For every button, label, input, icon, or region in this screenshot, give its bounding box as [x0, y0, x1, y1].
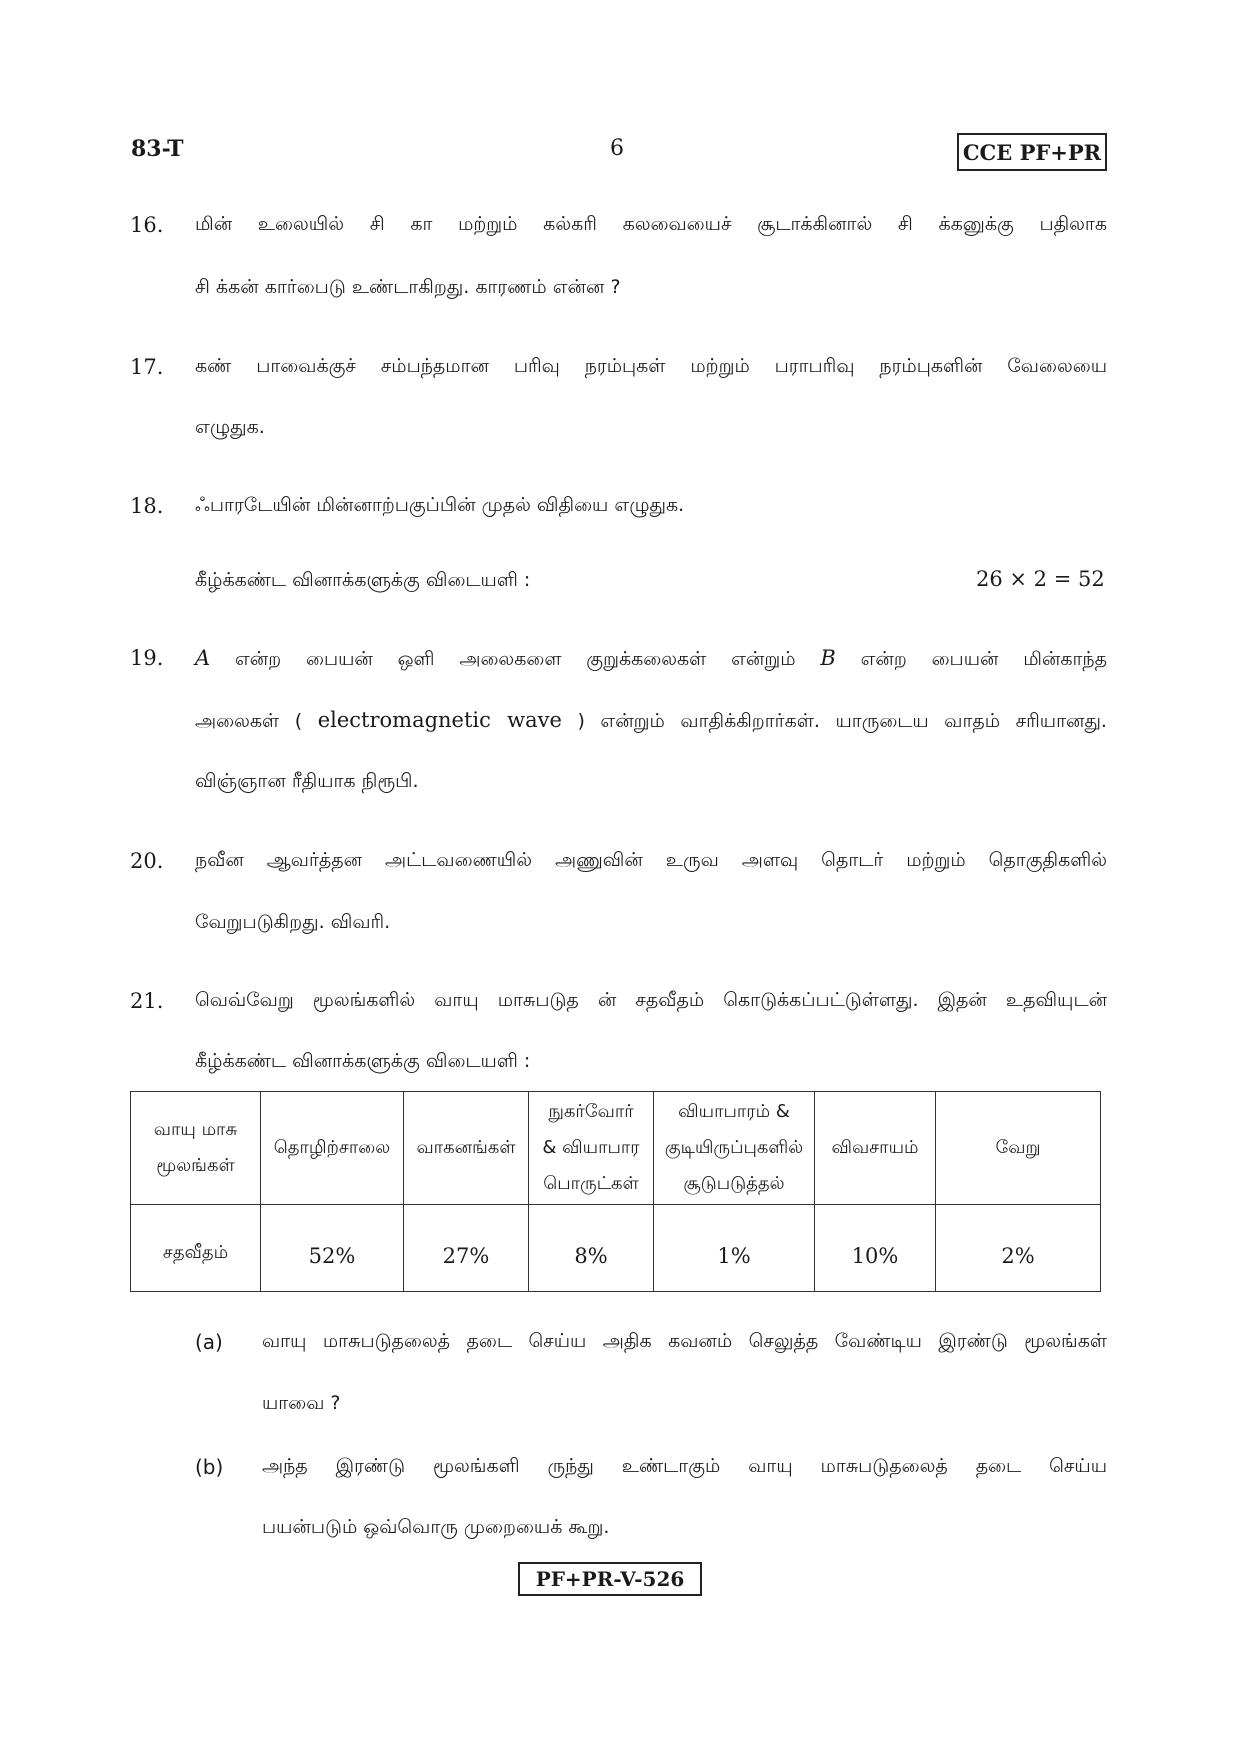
- sub-b-line-2: பயன்படும் ஒவ்வொரு முறையைக் கூறு.: [262, 1516, 610, 1538]
- table-cell: 1%: [654, 1205, 815, 1292]
- column-header-line: தொழிற்சாலை: [273, 1137, 391, 1158]
- pollution-table: [130, 1091, 1101, 1292]
- question-19-line-2-pre: அலைகள் (: [195, 710, 303, 732]
- column-header: [815, 1092, 936, 1205]
- column-header: [529, 1092, 654, 1205]
- question-18-line-1: ஃபாரடேயின் மின்னாற்பகுப்பின் முதல் விதியை எழுதுக.: [195, 494, 685, 516]
- question-19-line-2-post: ) என்றும் வாதிக்கிறார்கள். யாருடைய வாதம் சரியானது.: [577, 710, 1107, 732]
- row-header-line: வாயு மாசு: [153, 1119, 238, 1140]
- table-cell: 52%: [261, 1205, 404, 1292]
- sub-b-line-1: அந்த இரண்டு மூலங்களி ருந்து உண்டாகும் வாயு மாசுபடுதலைத் தடை செய்ய: [262, 1455, 1107, 1477]
- section-marks: 26 × 2 = 52: [976, 567, 1105, 591]
- column-header-line: வேறு: [995, 1137, 1041, 1158]
- series-box: CCE PF+PR: [957, 133, 1107, 171]
- table-cell: 10%: [815, 1205, 936, 1292]
- sub-a-line-1: வாயு மாசுபடுதலைத் தடை செய்ய அதிக கவனம் செலுத்த வேண்டிய இரண்டு மூலங்கள்: [262, 1330, 1107, 1352]
- sub-label-a: (a): [195, 1330, 223, 1354]
- column-header-line: & வியாபார: [542, 1137, 640, 1158]
- row-label: சதவீதம்: [131, 1205, 261, 1292]
- column-header-line: பொருட்கள்: [543, 1173, 639, 1194]
- column-header: [936, 1092, 1101, 1205]
- column-header: [404, 1092, 529, 1205]
- sub-a-line-2: யாவை ?: [262, 1392, 341, 1414]
- question-21-line-1: வெவ்வேறு மூலங்களில் வாயு மாசுபடுத ன் சதவீதம் கொடுக்கப்பட்டுள்ளது. இதன் உதவியுடன்: [195, 989, 1107, 1011]
- sub-label-b: (b): [195, 1455, 224, 1479]
- question-19-text-a: என்ற பையன் ஒளி அலைகளை குறுக்கலைகள் என்றும்: [234, 648, 796, 670]
- page-number: 6: [610, 136, 624, 161]
- question-19-text-b: என்ற பையன் மின்காந்த: [860, 648, 1107, 670]
- question-number-20: 20.: [130, 849, 164, 873]
- question-16-line-2: சி க்கன் கார்பைடு உண்டாகிறது. காரணம் என்ன ?: [195, 276, 621, 298]
- section-instruction: கீழ்க்கண்ட வினாக்களுக்கு விடையளி :: [195, 569, 531, 591]
- question-number-16: 16.: [130, 213, 164, 237]
- question-17-line-2: எழுதுக.: [195, 416, 265, 438]
- question-20-line-1: நவீன ஆவர்த்தன அட்டவணையில் அணுவின் உருவ அளவு தொடர் மற்றும் தொகுதிகளில்: [195, 849, 1107, 871]
- row-header-line: மூலங்கள்: [156, 1155, 235, 1176]
- question-20-line-2: வேறுபடுகிறது. விவரி.: [195, 911, 391, 933]
- column-header-line: குடியிருப்புகளில்: [664, 1137, 804, 1158]
- table-cell: 8%: [529, 1205, 654, 1292]
- variable-a: A: [195, 646, 211, 670]
- column-header-line: சூடுபடுத்தல்: [683, 1173, 785, 1194]
- question-19-line-2: [195, 708, 1107, 735]
- question-16-line-1: மின் உலையில் சி கா மற்றும் கல்கரி கலவையைச் சூடாக்கினால் சி க்கனுக்கு பதிலாக: [195, 213, 1107, 235]
- table-data-row: [131, 1205, 1101, 1292]
- footer-code-box: PF+PR-V-526: [518, 1562, 702, 1596]
- paper-code: 83-T: [131, 136, 184, 162]
- question-17-line-1: கண் பாவைக்குச் சம்பந்தமான பரிவு நரம்புகள் மற்றும் பராபரிவு நரம்புகளின் வேலையை: [195, 355, 1107, 377]
- question-number-21: 21.: [130, 989, 164, 1013]
- question-number-17: 17.: [130, 355, 164, 379]
- column-header-line: நுகர்வோர்: [548, 1101, 634, 1122]
- column-header-line: விவசாயம்: [831, 1137, 919, 1158]
- variable-b: B: [820, 646, 836, 670]
- question-21-line-2: கீழ்க்கண்ட வினாக்களுக்கு விடையளி :: [195, 1050, 531, 1072]
- column-header: [654, 1092, 815, 1205]
- column-header: [261, 1092, 404, 1205]
- column-header-line: வாகனங்கள்: [416, 1137, 516, 1158]
- row-header-cell: [131, 1092, 261, 1205]
- table-cell: 2%: [936, 1205, 1101, 1292]
- table-header-row: [131, 1092, 1101, 1205]
- question-number-18: 18.: [130, 494, 164, 518]
- english-term: electromagnetic wave: [317, 708, 562, 732]
- question-19-line-3: விஞ்ஞான ரீதியாக நிரூபி.: [195, 770, 419, 792]
- question-19-line-1: [195, 646, 1107, 673]
- column-header-line: வியாபாரம் &: [678, 1101, 790, 1122]
- question-number-19: 19.: [130, 646, 164, 670]
- table-cell: 27%: [404, 1205, 529, 1292]
